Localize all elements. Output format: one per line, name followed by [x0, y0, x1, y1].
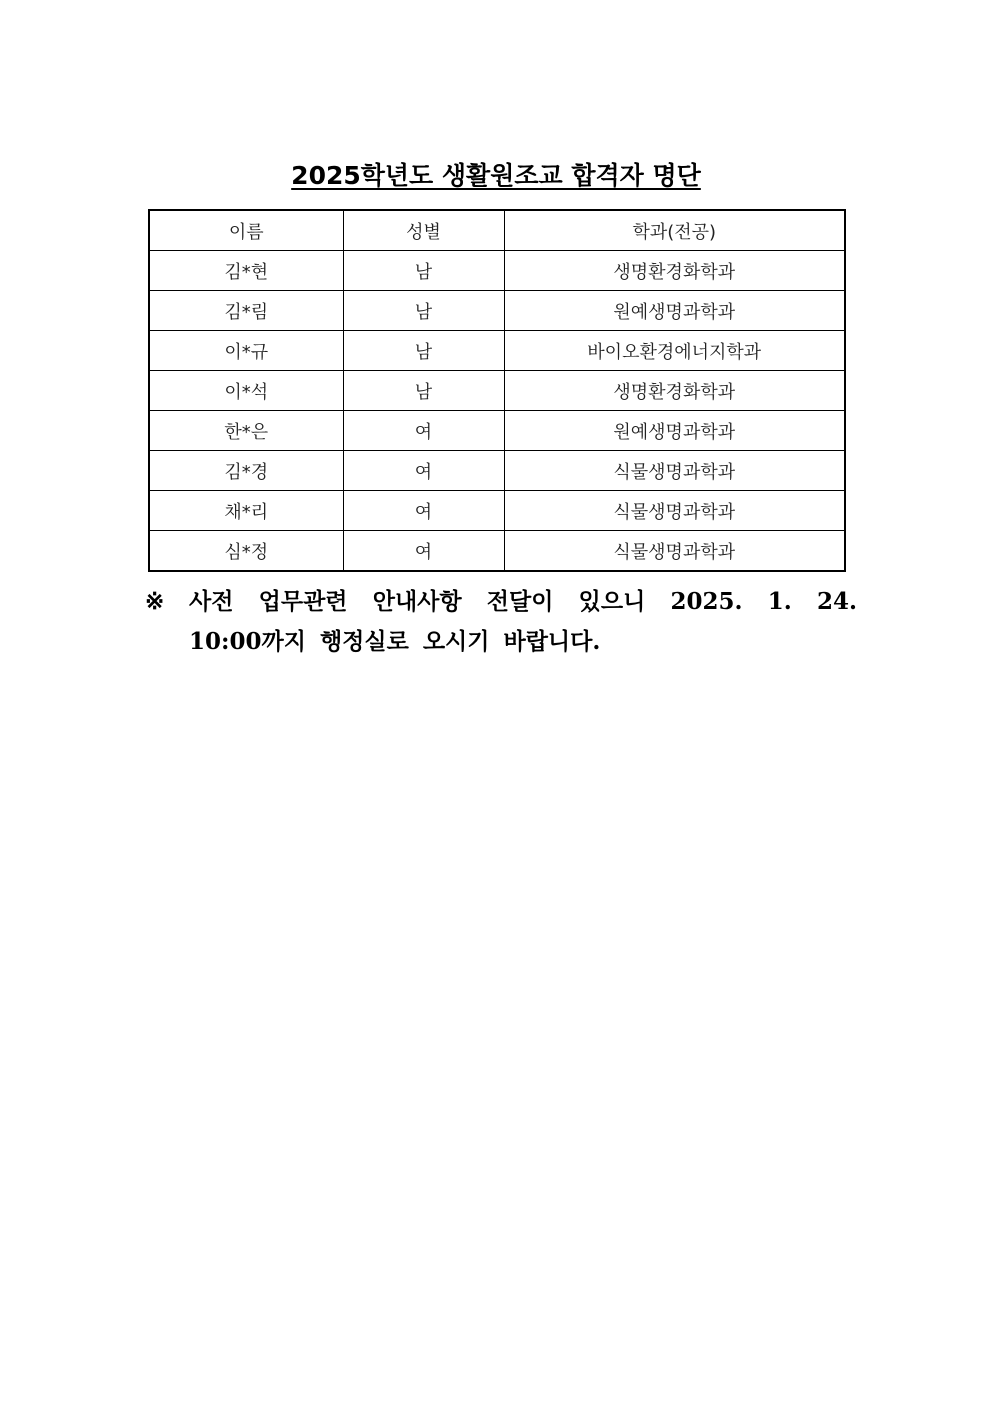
cell-department: 바이오환경에너지학과 — [504, 331, 845, 371]
table-row — [149, 331, 845, 371]
cell-gender: 여 — [343, 451, 504, 491]
table-row — [149, 371, 845, 411]
cell-department: 원예생명과학과 — [504, 411, 845, 451]
cell-name: 김*경 — [149, 451, 343, 491]
table-row — [149, 531, 845, 572]
table-row — [149, 411, 845, 451]
cell-gender: 여 — [343, 411, 504, 451]
notice-text-2: 10:00까지 행정실로 오시기 바랍니다. — [189, 628, 601, 655]
cell-department: 생명환경화학과 — [504, 371, 845, 411]
header-gender: 성별 — [343, 210, 504, 251]
cell-name: 한*은 — [149, 411, 343, 451]
header-department: 학과(전공) — [504, 210, 845, 251]
cell-gender: 여 — [343, 531, 504, 572]
page-title-text: 2025학년도 생활원조교 합격자 명단 — [291, 161, 701, 190]
table-row — [149, 451, 845, 491]
cell-department: 식물생명과학과 — [504, 451, 845, 491]
notice-line-1 — [145, 582, 857, 622]
roster-table — [148, 209, 846, 572]
cell-gender: 남 — [343, 251, 504, 291]
cell-name: 심*정 — [149, 531, 343, 572]
cell-department: 생명환경화학과 — [504, 251, 845, 291]
cell-name: 김*현 — [149, 251, 343, 291]
cell-department: 원예생명과학과 — [504, 291, 845, 331]
cell-name: 이*석 — [149, 371, 343, 411]
table-row — [149, 491, 845, 531]
notice-text-1: 사전 업무관련 안내사항 전달이 있으니 2025. 1. 24. — [189, 588, 857, 615]
page-title — [0, 158, 992, 194]
cell-gender: 남 — [343, 371, 504, 411]
reference-mark-icon: ※ — [145, 588, 165, 615]
table-row — [149, 291, 845, 331]
header-name: 이름 — [149, 210, 343, 251]
cell-name: 김*림 — [149, 291, 343, 331]
cell-department: 식물생명과학과 — [504, 491, 845, 531]
cell-name: 이*규 — [149, 331, 343, 371]
table-row — [149, 251, 845, 291]
cell-name: 채*리 — [149, 491, 343, 531]
table-header-row — [149, 210, 845, 251]
cell-gender: 남 — [343, 291, 504, 331]
cell-department: 식물생명과학과 — [504, 531, 845, 572]
cell-gender: 남 — [343, 331, 504, 371]
cell-gender: 여 — [343, 491, 504, 531]
notice-paragraph — [145, 582, 857, 662]
